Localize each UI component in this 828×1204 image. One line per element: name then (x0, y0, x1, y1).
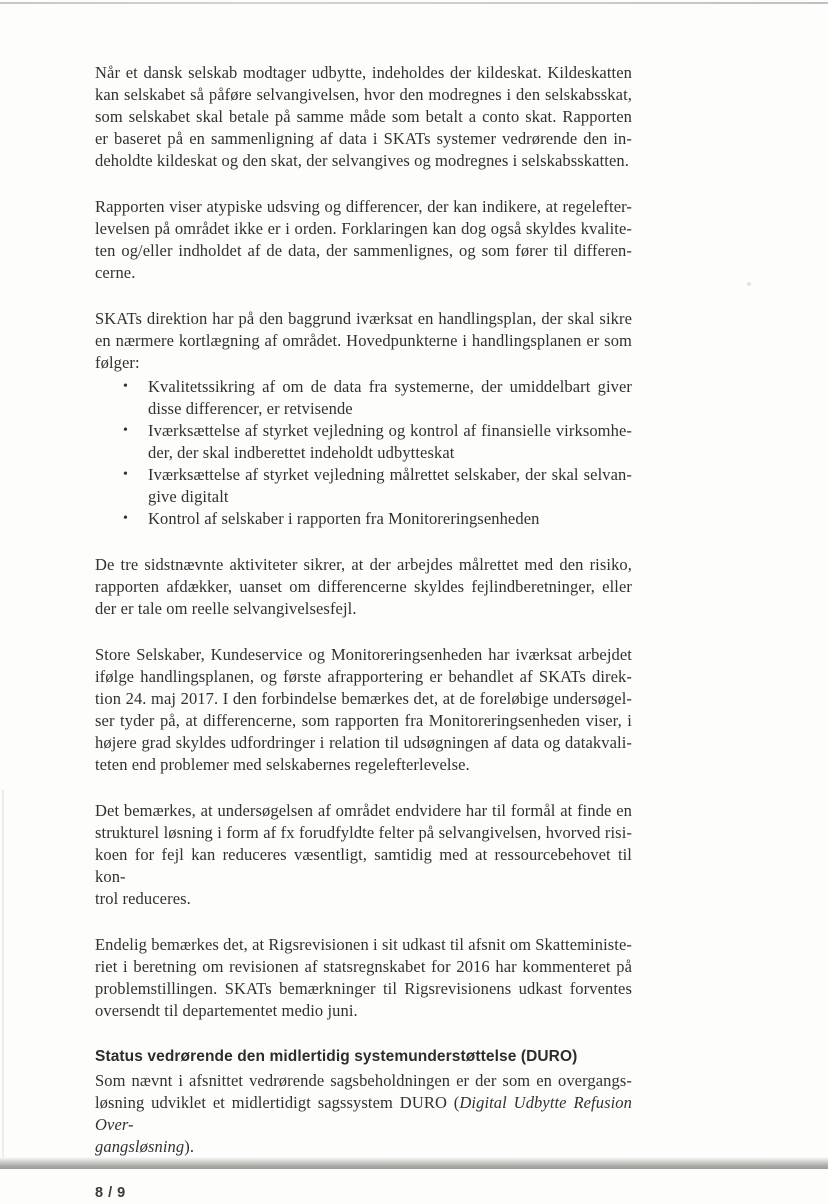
text-segment: koen for fejl kan reduceres væsentligt, samtidig med at ressourcebehovet til kon- (95, 845, 632, 886)
text-segment: deholdte kildeskat og den skat, der selvangives og modregnes i selskabsskatten. (95, 151, 629, 170)
italic-text-segment: Digital Udbytte Refusion Over- (95, 1093, 632, 1134)
text-segment: Endelig bemærkes det, at Rigsrevisionen i sit udkast til afsnit om Skatteministe- (95, 935, 632, 954)
bullet-text (148, 464, 632, 508)
text-line (95, 1092, 632, 1136)
text-segment: strukturel løsning i form af fx forudfyldte felter på selvangivelsen, hvorved risi- (95, 823, 632, 842)
bullet-item (95, 376, 632, 420)
handlingsplan-bullets (95, 376, 632, 530)
bullet-text (148, 420, 632, 464)
text-line (95, 128, 632, 150)
text-segment: Det bemærkes, at undersøgelsen af området endvidere har til formål at finde en (95, 801, 632, 820)
text-segment: Kvalitetssikring af om de data fra systemerne, der umiddelbart giver (148, 377, 632, 396)
text-segment: som selskabet skal betale på samme måde som betalt a conto skat. Rapporten (95, 107, 632, 126)
text-line (95, 308, 632, 330)
text-segment: disse differencer, er retvisende (148, 399, 353, 418)
text-line (148, 420, 632, 442)
text-segment: højere grad skyldes udfordringer i relation til udsøgningen af data og datakvali- (95, 733, 632, 752)
text-segment: er baseret på en sammenligning af data i SKATs systemer vedrørende den in- (95, 129, 632, 148)
paragraph-rigsrevisionen (95, 934, 632, 1022)
text-segment: Som nævnt i afsnittet vedrørende sagsbeholdningen er der som en overgangs- (95, 1071, 632, 1090)
text-segment: riet i beretning om revisionen af statsregnskabet for 2016 har kommenteret på (95, 957, 632, 976)
text-line (148, 398, 632, 420)
text-segment: rapporten afdækker, uanset om differencerne skyldes fejlindberetninger, eller (95, 577, 632, 596)
heading-duro-status: Status vedrørende den midlertidig systemunderstøttelse (DURO) (95, 1048, 578, 1065)
text-line (95, 666, 632, 688)
text-segment: levelsen på området ikke er i orden. Forklaringen kan dog også skyldes kvalite- (95, 219, 632, 238)
text-line (95, 1136, 632, 1158)
bullet-text (148, 376, 632, 420)
text-line (95, 888, 632, 910)
text-segment: ser tyder på, at differencerne, som rapporten fra Monitoreringsenheden viser, i (95, 711, 632, 730)
bullet-dot-icon: • (123, 467, 128, 482)
text-segment: ). (184, 1137, 195, 1156)
paragraph-strukturel-loesning (95, 800, 632, 910)
text-line (95, 934, 632, 956)
italic-text-segment: gangsløsning (95, 1137, 185, 1156)
text-segment: kan selskabet så påføre selvangivelsen, hvor den modregnes i den selskabsskat, (95, 85, 632, 104)
text-line (95, 106, 632, 128)
document-body (95, 62, 632, 1204)
text-line (95, 554, 632, 576)
text-segment: De tre sidstnævnte aktiviteter sikrer, at der arbejdes målrettet med den risiko, (95, 555, 632, 574)
text-line (95, 598, 632, 620)
page-number: 8 / 9 (95, 1185, 126, 1201)
text-segment: der er tale om reelle selvangivelsesfejl. (95, 599, 357, 618)
paragraph-handlingsplan (95, 308, 632, 374)
text-line (95, 576, 632, 598)
text-line (148, 442, 632, 464)
text-line (95, 84, 632, 106)
text-segment: en nærmere kortlægning af området. Hovedpunkterne i handlingsplanen er som (95, 331, 632, 350)
text-line (95, 844, 632, 888)
paragraph-aktiviteter (95, 554, 632, 620)
bullet-dot-icon: • (123, 379, 128, 394)
text-segment: ifølge handlingsplanen, og første afrapportering er behandlet af SKATs direk- (95, 667, 632, 686)
scan-left-edge-line (2, 790, 4, 1157)
text-line (95, 688, 632, 710)
bullet-item (95, 464, 632, 508)
text-line (95, 710, 632, 732)
text-line (95, 62, 632, 84)
text-line (95, 240, 632, 262)
text-segment: Iværksættelse af styrket vejledning og kontrol af finansielle virksomhe- (148, 421, 632, 440)
text-line (95, 262, 632, 284)
text-line (95, 150, 632, 172)
text-line (148, 376, 632, 398)
text-line (95, 978, 632, 1000)
text-segment: give digitalt (148, 487, 229, 506)
text-line (95, 822, 632, 844)
paragraph-duro (95, 1070, 632, 1158)
text-segment: tion 24. maj 2017. I den forbindelse bemærkes det, at de foreløbige undersøgel- (95, 689, 632, 708)
text-line (95, 754, 632, 776)
bullet-dot-icon: • (123, 423, 128, 438)
text-line (95, 196, 632, 218)
paragraph-kildeskat (95, 62, 632, 172)
paragraph-rapporten (95, 196, 632, 284)
text-segment: teten end problemer med selskabernes regelefterlevelse. (95, 755, 470, 774)
text-segment: problemstillingen. SKATs bemærkninger til Rigsrevisionens udkast forventes (95, 979, 632, 998)
text-segment: ten og/eller indholdet af de data, der sammenlignes, og som fører til differen- (95, 241, 632, 260)
text-line (95, 644, 632, 666)
text-segment: Kontrol af selskaber i rapporten fra Monitoreringsenheden (148, 509, 540, 528)
text-segment: løsning udviklet et midlertidigt sagssystem DURO ( (95, 1093, 460, 1112)
scan-bottom-edge-band (0, 1157, 828, 1169)
text-line (95, 1000, 632, 1022)
text-line (95, 732, 632, 754)
text-segment: SKATs direktion har på den baggrund iværksat en handlingsplan, der skal sikre (95, 309, 632, 328)
text-segment: oversendt til departementet medio juni. (95, 1001, 358, 1020)
scan-speck (747, 282, 751, 286)
text-segment: Store Selskaber, Kundeservice og Monitoreringsenheden har iværksat arbejdet (95, 645, 632, 664)
text-segment: Rapporten viser atypiske udsving og differencer, der kan indikere, at regelefter- (95, 197, 632, 216)
text-line (95, 956, 632, 978)
text-line (148, 508, 632, 530)
text-line (148, 486, 632, 508)
bullet-item (95, 420, 632, 464)
text-segment: trol reduceres. (95, 889, 191, 908)
text-segment: der, der skal indberettet indeholdt udbytteskat (148, 443, 455, 462)
text-segment: følger: (95, 353, 140, 372)
text-line (95, 352, 632, 374)
text-segment: Når et dansk selskab modtager udbytte, indeholdes der kildeskat. Kildeskatten (95, 63, 632, 82)
text-line (95, 1070, 632, 1092)
text-line (148, 464, 632, 486)
paragraph-store-selskaber (95, 644, 632, 776)
text-line (95, 330, 632, 352)
bullet-dot-icon: • (123, 511, 128, 526)
text-line (95, 800, 632, 822)
text-line (95, 218, 632, 240)
text-segment: Iværksættelse af styrket vejledning målrettet selskaber, der skal selvan- (148, 465, 632, 484)
bullet-item (95, 508, 632, 530)
scan-top-edge-line (0, 2, 828, 4)
bullet-text (148, 508, 632, 530)
text-segment: cerne. (95, 263, 136, 282)
